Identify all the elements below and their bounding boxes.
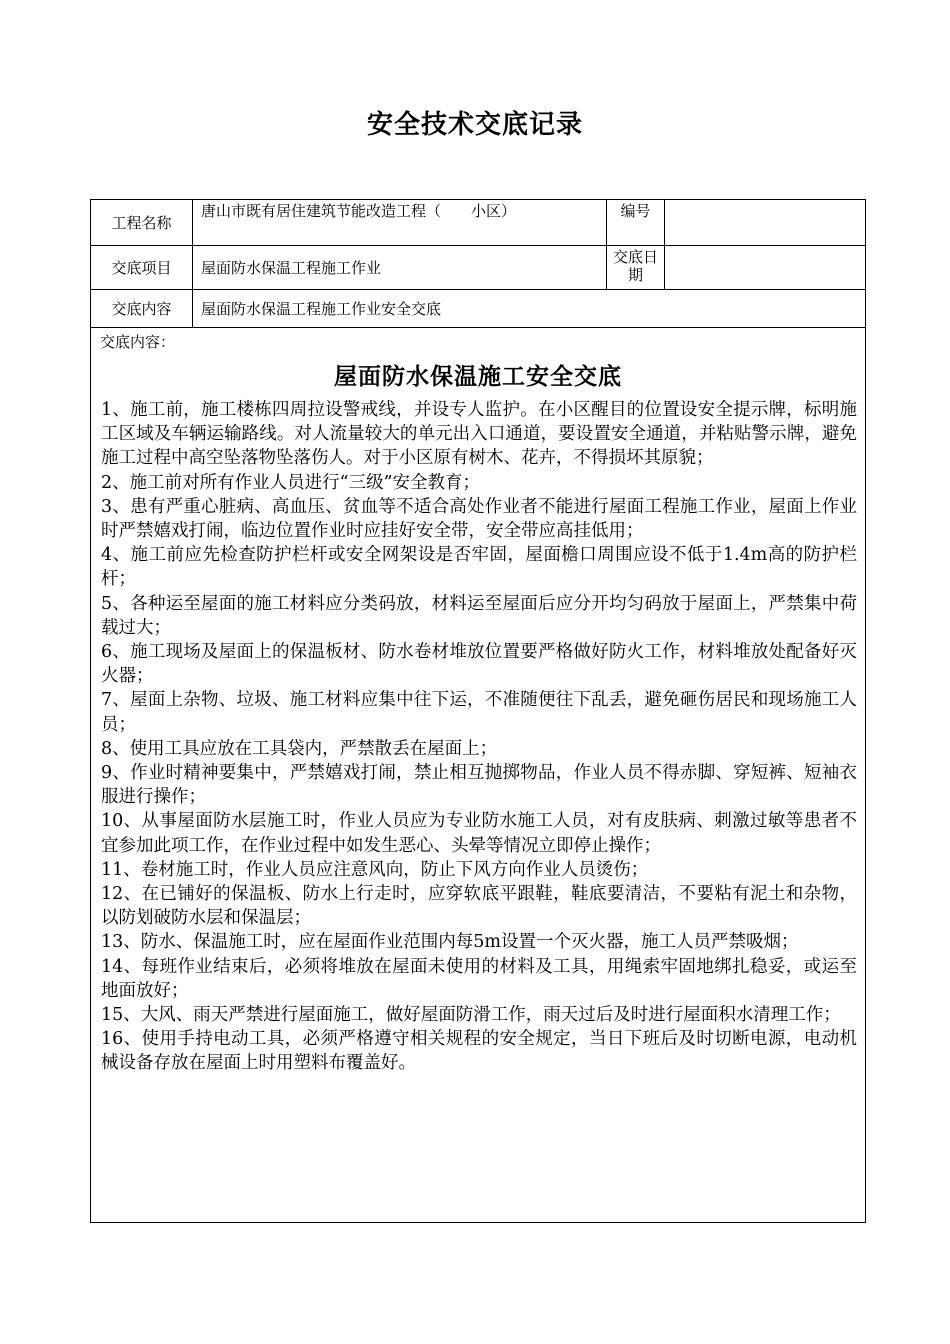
project-name-field[interactable]: 唐山市既有居住建筑节能改造工程（ 小区）: [193, 200, 607, 245]
list-item: 3、患有严重心脏病、高血压、贫血等不适合高处作业者不能进行屋面工程施工作业，屋面上作业时严禁嬉戏打闹，临边位置作业时应挂好安全带，安全带应高挂低用；: [101, 496, 857, 542]
list-item: 16、使用手持电动工具，必须严格遵守相关规程的安全规定，当日下班后及时切断电源，电动机械设备存放在屋面上时用塑料布覆盖好。: [101, 1029, 857, 1074]
list-item: 9、作业时精神要集中，严禁嬉戏打闹，禁止相互抛掷物品，作业人员不得赤脚、穿短裤、短袖衣服进行操作；: [101, 763, 857, 808]
list-item: 8、使用工具应放在工具袋内，严禁散丢在屋面上；: [101, 738, 498, 759]
list-item: 2、施工前对所有作业人员进行“三级”安全教育；: [101, 472, 481, 493]
list-item: 13、防水、保温施工时，应在屋面作业范围内每5m设置一个灭火器，施工人员严禁吸烟；: [101, 932, 799, 953]
section-title: 屋面防水保温施工安全交底: [334, 363, 622, 390]
row-item: [91, 246, 865, 290]
list-item: 5、各种运至屋面的施工材料应分类码放，材料运至屋面后应分开均匀码放于屋面上，严禁集中荷载过大；: [101, 593, 857, 638]
content-label: 交底内容: [91, 290, 193, 327]
page-title: 安全技术交底记录: [366, 110, 583, 140]
row-project-name: [91, 200, 865, 246]
list-item: 7、屋面上杂物、垃圾、施工材料应集中往下运，不准随便往下乱丢，避免砸伤居民和现场施工人员；: [101, 690, 857, 735]
list-item: 14、每班作业结束后，必须将堆放在屋面未使用的材料及工具，用绳索牢固地绑扎稳妥，或运至地面放好；: [101, 956, 857, 1001]
item-label: 交底项目: [91, 246, 193, 289]
disclosure-form: [90, 199, 866, 1223]
list-item: 11、卷材施工时，作业人员应注意风向，防止下风方向作业人员烫伤；: [101, 859, 649, 880]
date-field[interactable]: [665, 246, 865, 289]
number-field[interactable]: [665, 200, 865, 245]
content-header: 交底内容：: [100, 333, 176, 351]
list-item: 10、从事屋面防水层施工时，作业人员应为专业防水施工人员，对有皮肤病、刺激过敏等患者不宜参加此项工作，在作业过程中如发生恶心、头晕等情况立即停止操作；: [101, 811, 857, 856]
list-item: 4、施工前应先检查防护栏杆或安全网架设是否牢固，屋面檐口周围应设不低于1.4m高的防护栏杆；: [101, 545, 857, 590]
list-item: 15、大风、雨天严禁进行屋面施工，做好屋面防滑工作，雨天过后及时进行屋面积水清理工作；: [101, 1005, 841, 1026]
item-field[interactable]: 屋面防水保温工程施工作业: [193, 246, 607, 289]
project-name-label: 工程名称: [91, 200, 193, 245]
date-label: 交底日期: [607, 246, 665, 289]
content-field[interactable]: 屋面防水保温工程施工作业安全交底: [201, 300, 442, 318]
safety-items-list: [101, 398, 857, 1076]
row-content: [91, 290, 865, 328]
list-item: 12、在已铺好的保温板、防水上行走时，应穿软底平跟鞋，鞋底要清洁，不要粘有泥土和杂物，以防划破防水层和保温层；: [101, 884, 857, 929]
list-item: 1、施工前，施工楼栋四周拉设警戒线，并设专人监护。在小区醒目的位置设安全提示牌，标明施工区域及车辆运输路线。对人流量较大的单元出入口通道，要设置安全通道，并粘贴警示牌，避免施工过程中高空坠落物坠落伤人。对于小区原有树木、花卉，不得损坏其原貌；: [101, 400, 857, 469]
list-item: 6、施工现场及屋面上的保温板材、防水卷材堆放位置要严格做好防火工作，材料堆放处配备好灭火器；: [101, 642, 857, 687]
number-label: 编号: [607, 200, 665, 245]
